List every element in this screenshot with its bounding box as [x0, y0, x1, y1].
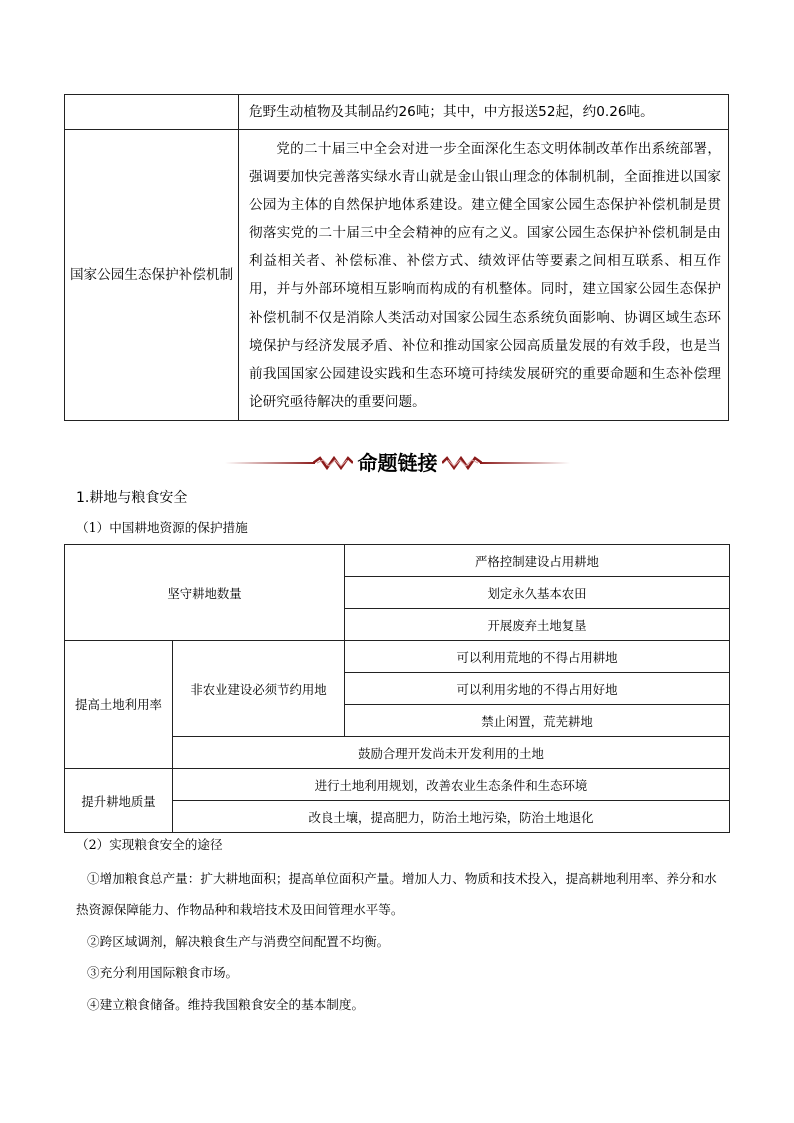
- national-park-text-cell: [239, 130, 729, 421]
- table-row: [65, 641, 730, 673]
- table-cell: 开展废弃土地复垦: [345, 609, 730, 641]
- banner-title: 命题链接: [357, 451, 438, 475]
- table-cell-empty: [65, 95, 239, 130]
- table-cell: 严格控制建设占用耕地: [345, 545, 730, 577]
- zigzag-ornament-icon: [442, 455, 482, 471]
- table-row: [65, 130, 729, 421]
- table-row: [65, 769, 730, 801]
- grain-subheading: （2）实现粮食安全的途径: [76, 837, 223, 852]
- grain-item: ③充分利用国际粮食市场。: [87, 965, 239, 980]
- table-cell: 改良土壤，提高肥力，防治土地污染，防治土地退化: [173, 801, 730, 833]
- table-row: [65, 95, 729, 130]
- grain-item: ②跨区域调剂，解决粮食生产与消费空间配置不均衡。: [87, 934, 390, 949]
- table-cell: 可以利用劣地的不得占用好地: [345, 673, 730, 705]
- grain-item: ①增加粮食总产量：扩大耕地面积；提高单位面积产量。增加人力、物质和技术投入，提高耕地利用率、养分和水热资源保障能力、作物品种和栽培技术及田间管理水平等。: [76, 871, 717, 917]
- grain-item: ④建立粮食储备。维持我国粮食安全的基本制度。: [87, 997, 365, 1012]
- group-sub-label: 非农业建设必须节约用地: [173, 641, 345, 737]
- table-cell: 鼓励合理开发尚未开发利用的土地: [173, 737, 730, 769]
- table-cell: 禁止闲置，荒芜耕地: [345, 705, 730, 737]
- national-park-label: 国家公园生态保护补偿机制: [65, 130, 239, 421]
- farmland-protection-table: [64, 544, 730, 833]
- section-heading: 1.耕地与粮食安全: [76, 490, 188, 506]
- group-label-quantity: 坚守耕地数量: [65, 545, 345, 641]
- table-cell: 进行土地利用规划，改善农业生态条件和生态环境: [173, 769, 730, 801]
- table-cell: 可以利用荒地的不得占用耕地: [345, 641, 730, 673]
- section-subheading: （1）中国耕地资源的保护措施: [76, 520, 248, 535]
- group-label-utilization: 提高土地利用率: [65, 641, 173, 769]
- wildlife-text-cell: 危野生动植物及其制品约26吨；其中，中方报送52起，约0.26吨。: [239, 95, 729, 130]
- group-label-quality: 提升耕地质量: [65, 769, 173, 833]
- table-cell: 划定永久基本农田: [345, 577, 730, 609]
- table-row: [65, 545, 730, 577]
- section-banner: [225, 448, 570, 478]
- eco-compensation-table: [64, 94, 729, 421]
- national-park-paragraph: 党的二十届三中全会对进一步全面深化生态文明体制改革作出系统部署，强调要加快完善落实绿水青山就是金山银山理念的体制机制，全面推进以国家公园为主体的自然保护地体系建设。建立健全国家公园生态保护补偿机制是贯彻落实党的二十届三中全会精神的应有之义。国家公园生态保护补偿机制是由利益相关者、补偿标准、补偿方式、绩效评估等要素之间相互联系、相互作用，并与外部环境相互影响而构成的有机整体。同时，建立国家公园生态保护补偿机制不仅是消除人类活动对国家公园生态系统负面影响、协调区域生态环境保护与经济发展矛盾、补位和推动国家公园高质量发展的有效手段，也是当前我国国家公园建设实践和生态环境可持续发展研究的重要命题和生态补偿理论研究亟待解决的重要问题。: [249, 141, 721, 410]
